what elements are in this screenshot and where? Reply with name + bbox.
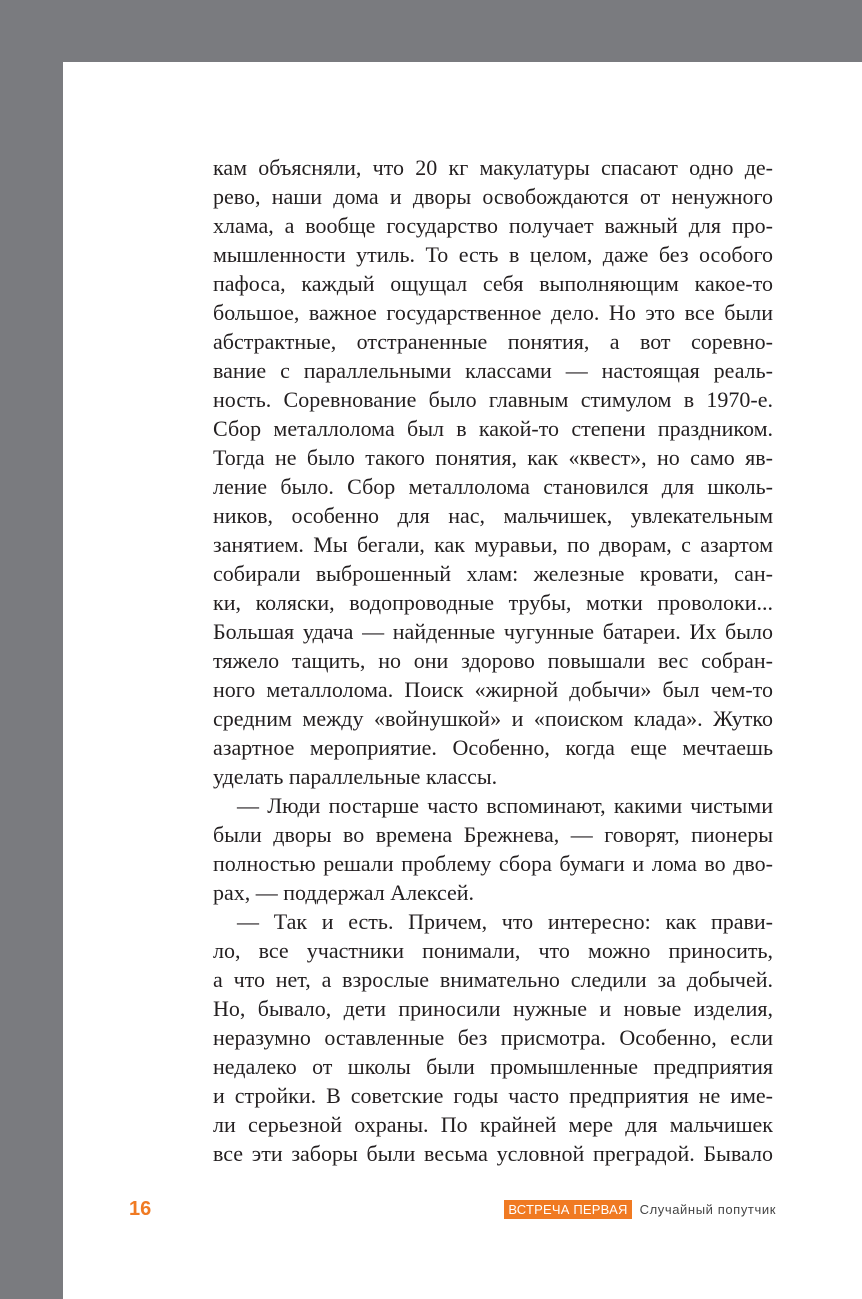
text-line: занятием. Мы бегали, как муравьи, по дворам, с азартом [213,532,773,557]
text-line: ного металлолома. Поиск «жирной добычи» был чем-то [213,677,773,702]
text-line: Но, бывало, дети приносили нужные и новые изделия, [213,996,773,1021]
text-line: полностью решали проблему сбора бумаги и лома во дво- [213,851,773,876]
text-line: и стройки. В советские годы часто предприятия не име- [213,1083,773,1108]
text-line: недалеко от школы были промышленные предприятия [213,1054,773,1079]
text-line: мышленности утиль. То есть в целом, даже без особого [213,242,773,267]
text-line: абстрактные, отстраненные понятия, а вот соревно- [213,329,773,354]
text-line: Тогда не было такого понятия, как «квест», но само яв- [213,445,773,470]
text-line: ло, все участники понимали, что можно приносить, [213,938,773,963]
text-line: были дворы во времена Брежнева, — говорят, пионеры [213,822,773,847]
text-line: неразумно оставленные без присмотра. Особенно, если [213,1025,773,1050]
text-line: ников, особенно для нас, мальчишек, увлекательным [213,503,773,528]
text-line: хлама, а вообще государство получает важный для про- [213,213,773,238]
text-line: азартное мероприятие. Особенно, когда еще мечтаешь [213,735,773,760]
text-line: а что нет, а взрослые внимательно следили за добычей. [213,967,773,992]
text-line: собирали выброшенный хлам: железные кровати, сан- [213,561,773,586]
text-line: рах, — поддержал Алексей. [213,880,475,905]
chapter-title: Случайный попутчик [639,1201,776,1217]
text-line: рево, наши дома и дворы освобождаются от ненужного [213,184,773,209]
text-line: ки, коляски, водопроводные трубы, мотки проволоки... [213,590,773,615]
text-line: ность. Соревнование было главным стимулом в 1970-е. [213,387,773,412]
text-line: — Люди постарше часто вспоминают, какими чистыми [237,793,773,818]
text-line: большое, важное государственное дело. Но это все были [213,300,773,325]
body-text [213,153,773,1168]
text-line: тяжело тащить, но они здорово повышали вес собран- [213,648,773,673]
text-line: — Так и есть. Причем, что интересно: как прави- [237,909,773,934]
text-line: вание с параллельными классами — настоящая реаль- [213,358,773,383]
chapter-label: ВСТРЕЧА ПЕРВАЯ [504,1200,631,1219]
text-line: кам объясняли, что 20 кг макулатуры спасают одно де- [213,155,773,180]
book-page [63,62,862,1299]
text-line: ление было. Сбор металлолома становился для школь- [213,474,773,499]
text-line: средним между «войнушкой» и «поиском клада». Жутко [213,706,773,731]
running-footer [504,1199,776,1219]
text-line: Большая удача — найденные чугунные батареи. Их было [213,619,773,644]
page-number: 16 [129,1198,152,1220]
text-line: уделать параллельные классы. [213,764,498,789]
text-line: ли серьезной охраны. По крайней мере для мальчишек [213,1112,773,1137]
text-line: все эти заборы были весьма условной преградой. Бывало [213,1141,773,1166]
text-line: Сбор металлолома был в какой-то степени праздником. [213,416,773,441]
text-line: пафоса, каждый ощущал себя выполняющим какое-то [213,271,773,296]
